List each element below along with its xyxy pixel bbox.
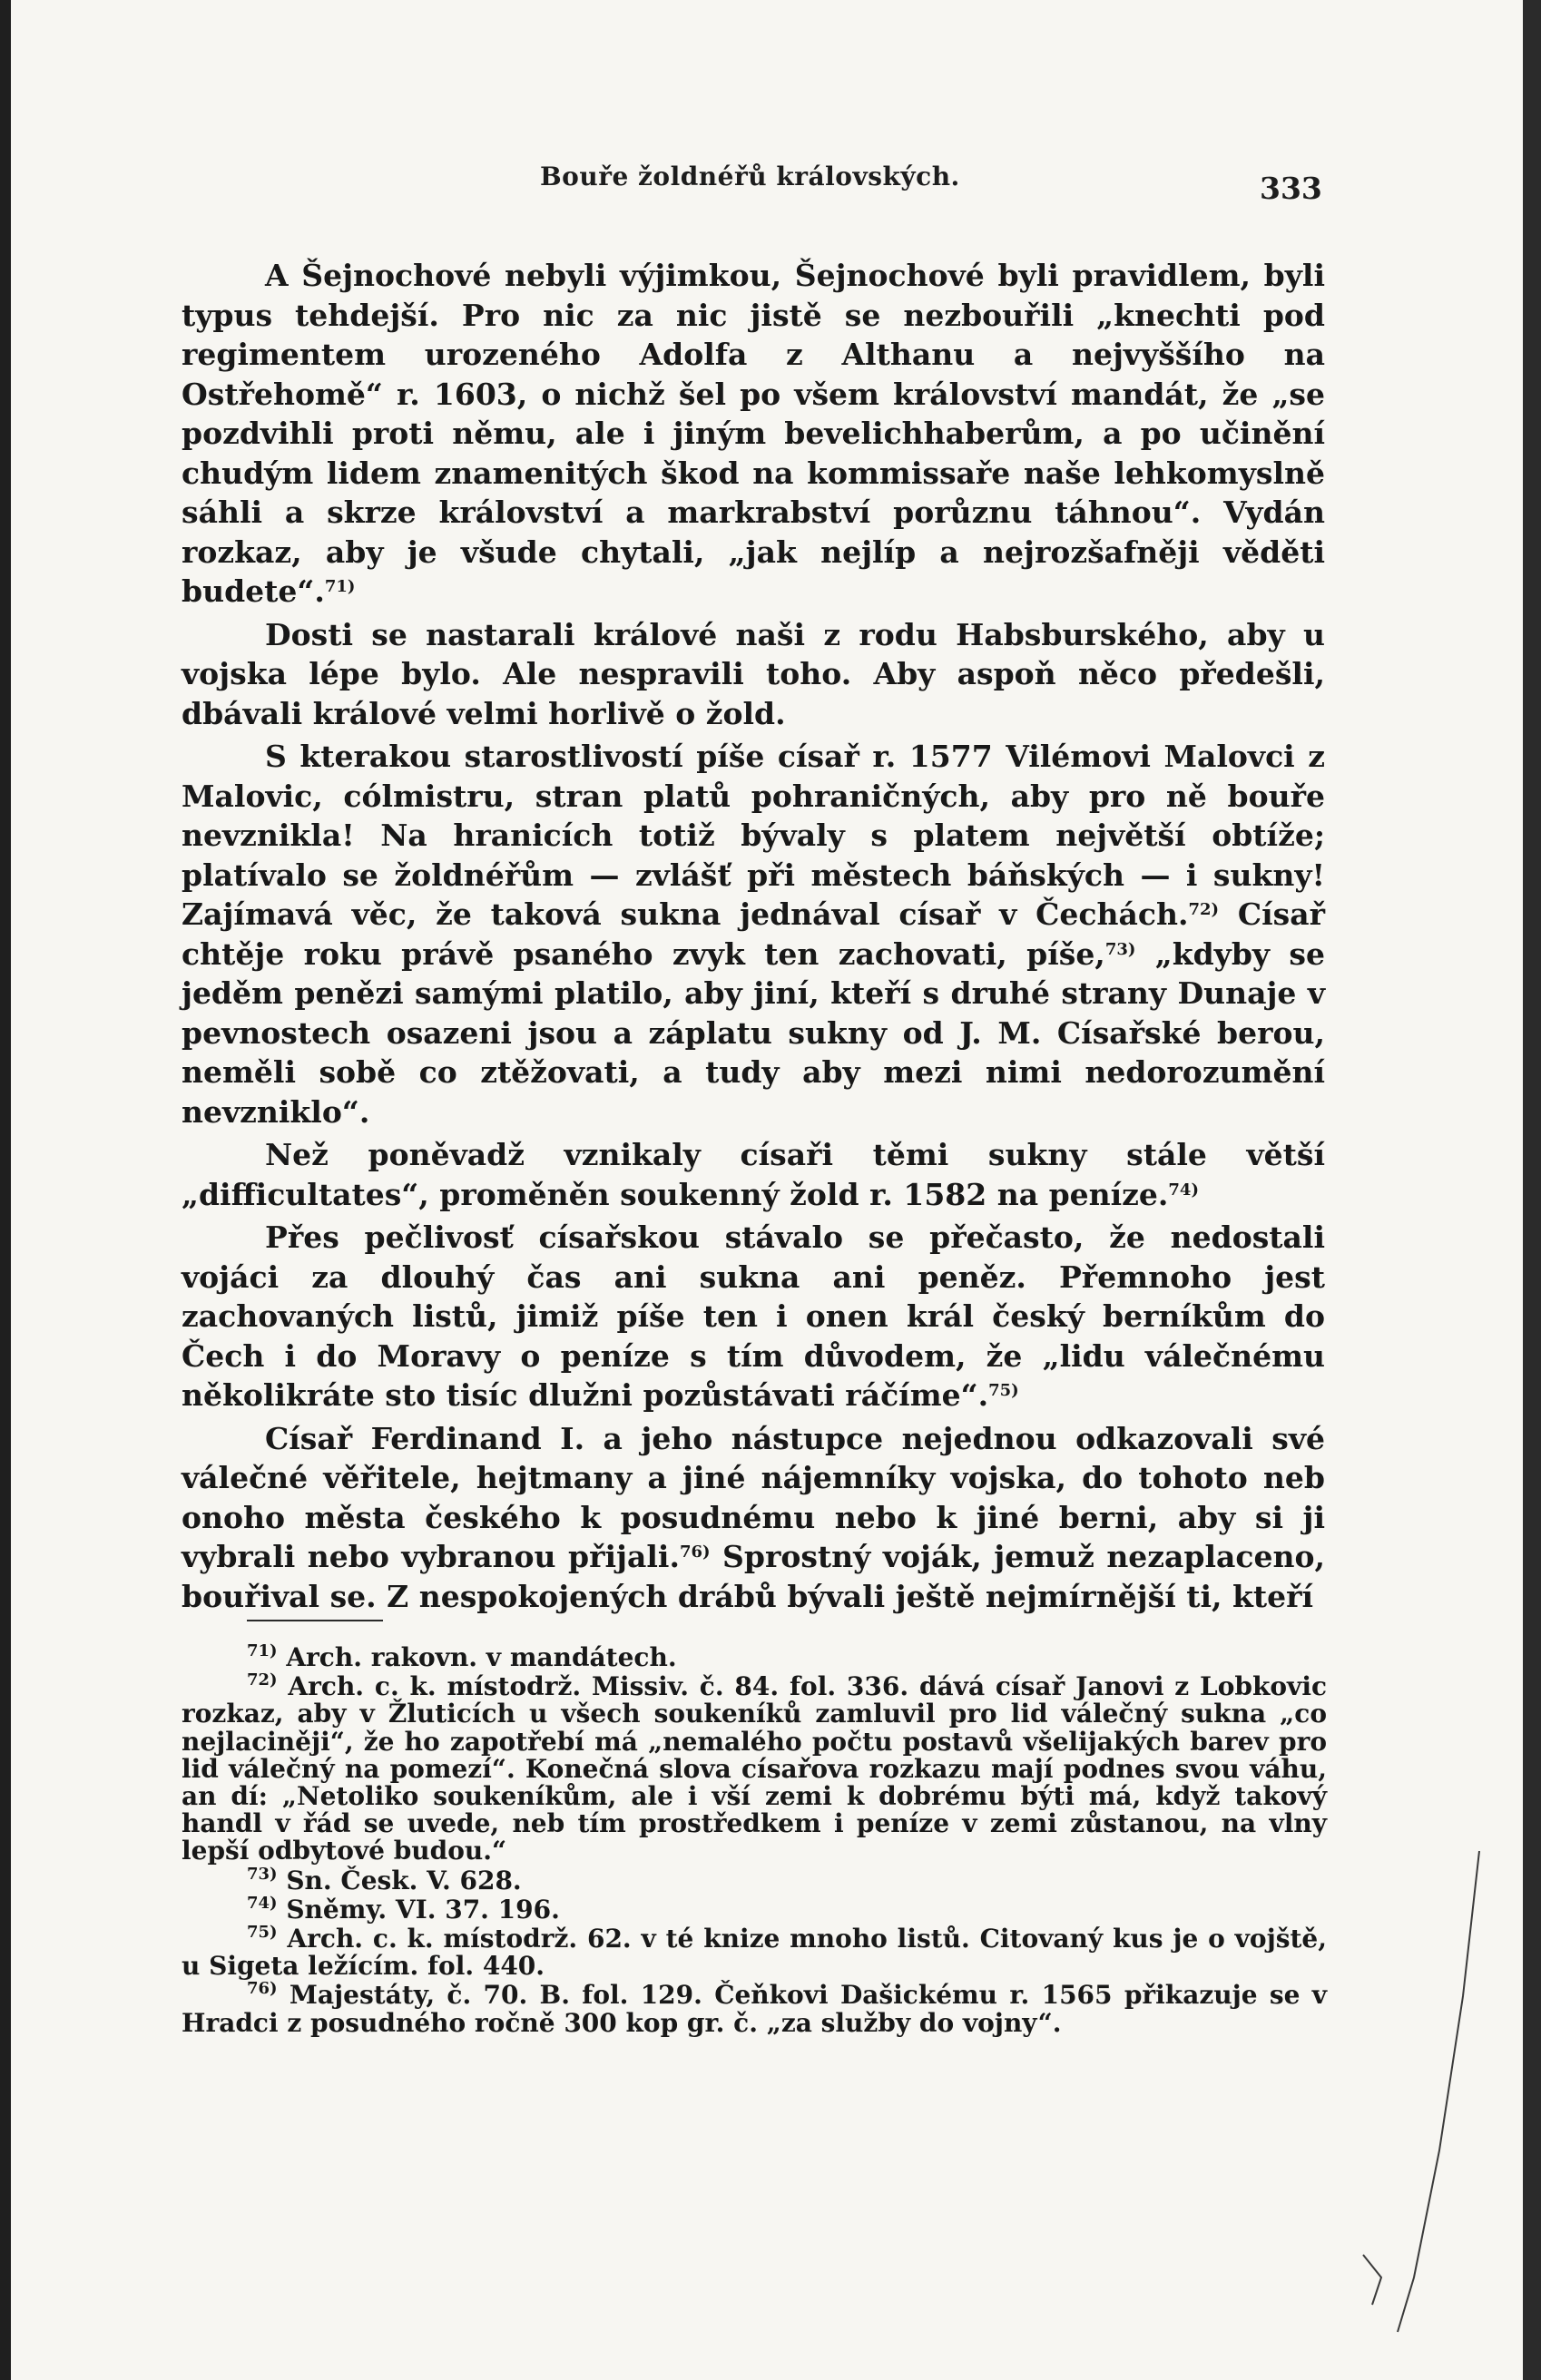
footnote: $^{73)}$ Sn. Česk. V. 628. (247, 1864, 522, 1895)
footnotes (182, 1641, 1328, 2039)
footnote: $^{75)}$ Arch. c. k. místodrž. 62. v té knize mnoho listů. Citovaný kus je o vojště, u Sigeta ležícím. fol. 440. (182, 1923, 1327, 1982)
footnote-ref[interactable]: 71) (324, 577, 356, 596)
page-number: 333 (1260, 171, 1322, 206)
footnote-ref[interactable]: 74) (1168, 1180, 1199, 1200)
paragraph: Přes pečlivosť císařskou stávalo se přečasto, že nedostali vojáci za dlouhý čas ani sukna ani peněz. Přemnoho jest zachovaných listů, jimiž píše ten i onen král český berníkům do Čech i do Moravy o peníze s tím důvodem, že „lidu válečnému několikráte sto tisíc dlužni pozůstávati ráčíme“.$^{75)}$ (182, 1219, 1325, 1413)
paragraph: Než poněvadž vznikaly císaři těmi sukny stále větší „difficultates“, proměněn soukenný žold r. 1582 na peníze.$^{74)}$ (182, 1137, 1325, 1212)
body-text (182, 256, 1325, 1620)
footnote-ref[interactable]: 75) (988, 1381, 1019, 1400)
footnote: $^{72)}$ Arch. c. k. místodrž. Missiv. č. 84. fol. 336. dává císař Janovi z Lobkovic rozkaz, aby v Žluticích u všech soukeníků zamluvil pro lid válečný sukna „co nejlaciněji“, že ho zapotřebí má „nemalého počtu postavů všelijakých barev pro lid válečný na pomezí“. Konečná slova císařova rozkazu mají podnes svou váhu, an dí: „Netoliko soukeníkům, ale i vší zemi k dobrému býti má, když takový handl v řád se uvede, neb tím prostředkem i peníze v zemi zůstanou, na vlny lepší odbytové budou.“ (182, 1670, 1327, 1866)
paragraph: Císař Ferdinand I. a jeho nástupce nejednou odkazovali své válečné věřitele, hejtmany a jiné nájemníky vojska, do tohoto neb onoho města českého k posudnému nebo k jiné berni, aby si ji vybrali nebo vybranou přijali.$^{76)}$ Sprostný voják, jemuž nezaplaceno, bouřival se. Z nespokojených drábů bývali ještě nejmírnější ti, kteří (182, 1420, 1326, 1614)
right-scan-edge (1523, 0, 1541, 2380)
footnote: $^{74)}$ Sněmy. VI. 37. 196. (247, 1893, 560, 1925)
footnote-ref[interactable]: 72) (1188, 900, 1220, 919)
pencil-mark (1361, 1851, 1507, 2341)
running-header: Bouře žoldnéřů královských. (540, 162, 960, 191)
footnote-divider (247, 1620, 383, 1621)
paragraph: S kterakou starostlivostí píše císař r. 1577 Vilémovi Malovci z Malovic, cólmistru, stran platů pohraničných, aby pro ně bouře nevznikla! Na hranicích totiž bývaly s platem největší obtíže; platívalo se žoldnéřům — zvlášť při městech báňských — i sukny! Zajímavá věc, že taková sukna jednával císař v Čechách.$^{72)}$ Císař chtěje roku právě psaného zvyk ten zachovati, píše,$^{73)}$ „kdyby se jeděm penězi samými platilo, aby jiní, kteří s druhé strany Dunaje v pevnostech osazeni jsou a záplatu sukny od J. M. Císařské berou, neměli sobě co ztěžovati, a tudy aby mezi nimi nedorozumění nevzniklo“. (182, 739, 1325, 1130)
footnote: $^{71)}$ Arch. rakovn. v mandátech. (247, 1641, 677, 1672)
footnote-ref[interactable]: 76) (679, 1543, 711, 1562)
footnote-ref[interactable]: 73) (1104, 939, 1136, 959)
paragraph: A Šejnochové nebyli výjimkou, Šejnochové byli pravidlem, byli typus tehdejší. Pro nic za nic jistě se nezbouřili „knechti pod regimentem urozeného Adolfa z Althanu a nejvyššího na Ostřehomě“ r. 1603, o nichž šel po všem království mandát, že „se pozdvihli proti němu, ale i jiným bevelichhaberům, a po učinění chudým lidem znamenitých škod na kommissaře naše lehkomyslně sáhli a skrze království a markrabství porůznu táhnou“. Vydán rozkaz, aby je všude chytali, „jak nejlíp a nejrozšafněji věděti budete“.$^{71)}$ (182, 258, 1325, 609)
paragraph: Dosti se nastarali králové naši z rodu Habsburského, aby u vojska lépe bylo. Ale nespravili toho. Aby aspoň něco předešli, dbávali králové velmi horlivě o žold. (182, 616, 1325, 731)
left-scan-edge (0, 0, 11, 2380)
footnote: $^{76)}$ Majestáty, č. 70. B. fol. 129. Čeňkovi Dašickému r. 1565 přikazuje se v Hradci z posudného ročně 300 kop gr. č. „za služby do vojny“. (182, 1979, 1328, 2038)
